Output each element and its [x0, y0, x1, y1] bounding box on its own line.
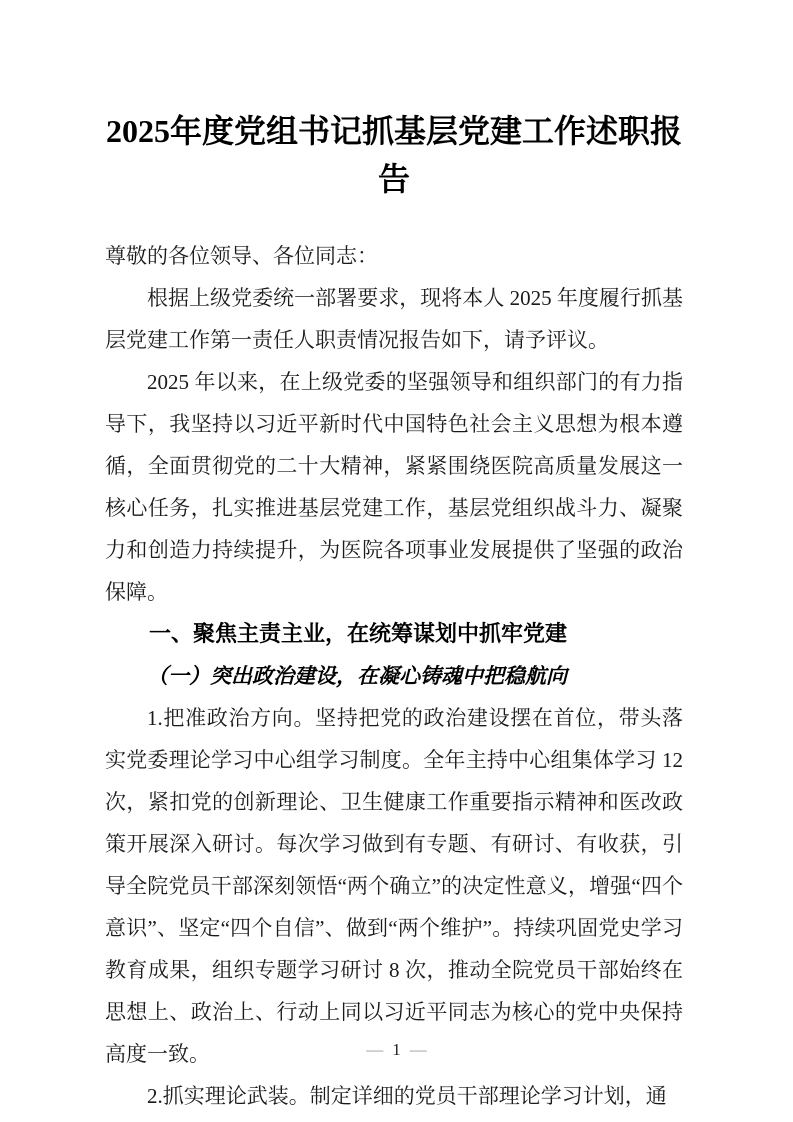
salutation: 尊敬的各位领导、各位同志： — [105, 244, 378, 268]
section-1-1-subheading: （一）突出政治建设，在凝心铸魂中把稳航向 — [147, 664, 567, 688]
document-body — [105, 235, 683, 1117]
page-number: 1 — [392, 1040, 401, 1059]
footer-dash-left: — — [366, 1040, 384, 1059]
section-1-heading: 一、聚焦主责主业，在统筹谋划中抓牢党建 — [149, 621, 568, 646]
paragraph-item-2: 2.抓实理论武装。制定详细的党员干部理论学习计划，通 — [147, 1084, 667, 1108]
paragraph-intro: 根据上级党委统一部署要求，现将本人 2025 年度履行抓基层党建工作第一责任人职责情况报告如下，请予评议。 — [105, 286, 683, 352]
document-title: 2025年度党组书记抓基层党建工作述职报告 — [105, 113, 682, 197]
page-footer — [0, 1038, 793, 1062]
footer-dash-right: — — [409, 1040, 427, 1059]
paragraph-item-1: 1.把准政治方向。坚持把党的政治建设摆在首位，带头落实党委理论学习中心组学习制度。全年主持中心组集体学习 12 次，紧扣党的创新理论、卫生健康工作重要指示精神和医改政策开展深入研讨。每次学习做到有专题、有研讨、有收获，引导全院党员干部深刻领悟“两个确立”的决定性意义，增强“四个意识”、坚定“四个自信”、做到“两个维护”。持续巩固党史学习教育成果，组织专题学习研讨 8 次，推动全院党员干部始终在思想上、政治上、行动上同以习近平同志为核心的党中央保持高度一致。 — [105, 706, 683, 1066]
paragraph-overview: 2025 年以来，在上级党委的坚强领导和组织部门的有力指导下，我坚持以习近平新时代中国特色社会主义思想为根本遵循，全面贯彻党的二十大精神，紧紧围绕医院高质量发展这一核心任务，扎实推进基层党建工作，基层党组织战斗力、凝聚力和创造力持续提升，为医院各项事业发展提供了坚强的政治保障。 — [105, 370, 683, 604]
